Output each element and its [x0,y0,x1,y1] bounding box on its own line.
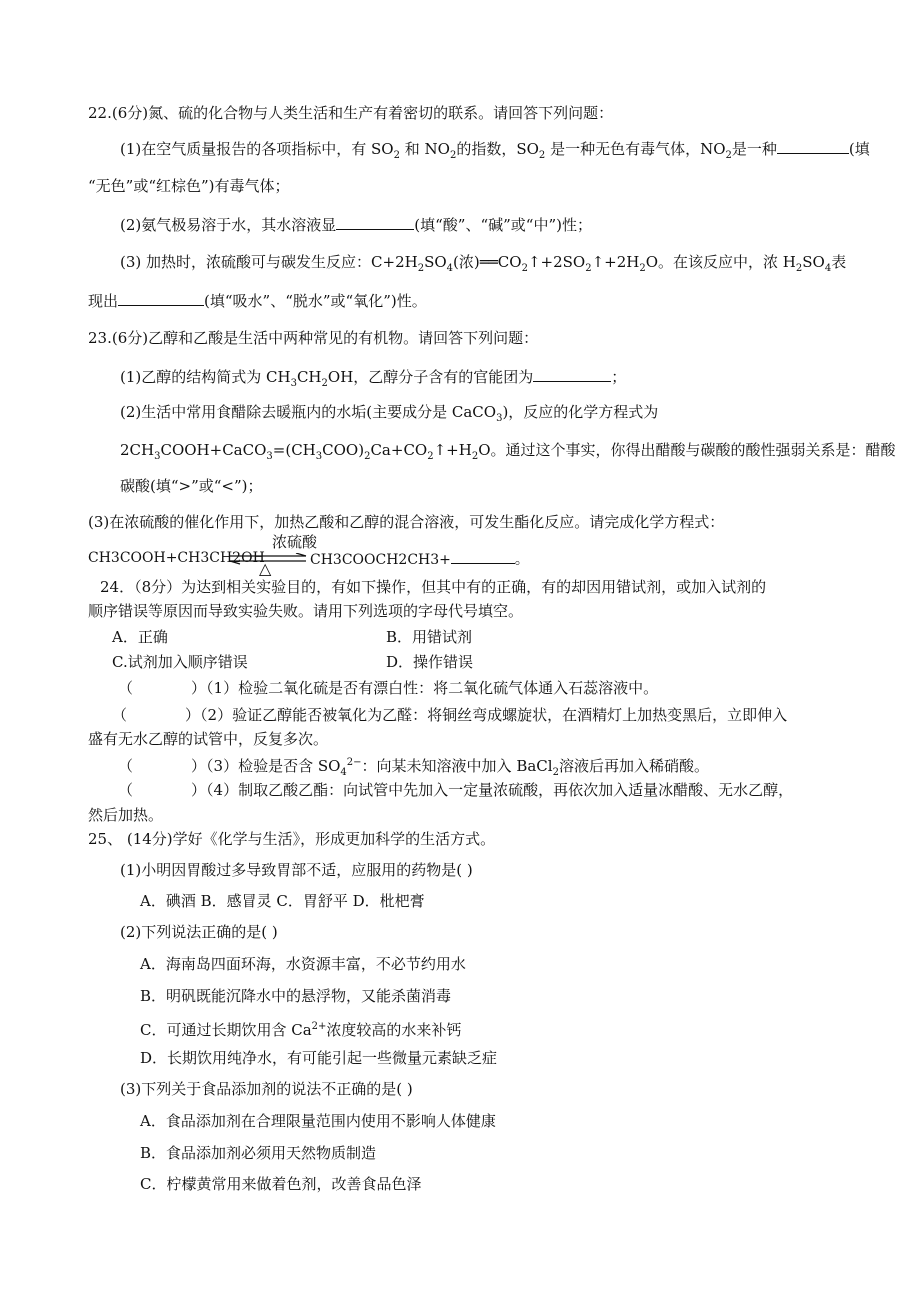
sub: 2 [393,150,400,161]
q25-part2-option-b: B．明矾既能沉降水中的悬浮物，又能杀菌消毒 [140,987,452,1005]
text: (填“吸水”、“脱水”或“氧化”)性。 [204,292,427,310]
paren: ） [191,781,207,799]
q24-option-a: A．正确 [112,628,168,646]
q24-option-d: D．操作错误 [386,653,474,671]
q25-part3-option-a: A．食品添加剂在合理限量范围内使用不影响人体健康 [140,1112,496,1130]
q24-header: 24．（8分）为达到相关实验目的，有如下操作，但其中有的正确，有的却因用错试剂，或加入试剂的 [100,578,767,596]
q25-part1: (1)小明因胃酸过多导致胃部不适，应服用的药物是( ) [120,861,473,879]
q23-equation-catalyst: 浓硫酸 [272,533,318,551]
paren: ） [185,706,201,724]
paren: ） [191,679,207,697]
q23-header: 23.(6分)乙醇和乙酸是生活中两种常见的有机物。请回答下列问题： [88,329,539,347]
sub: 2 [521,263,528,274]
text: C．可通过长期饮用含 Ca [140,1021,312,1039]
text: O。通过这个事实，你得出醋酸与碳酸的酸性强弱关系是：醋酸 [478,441,896,459]
q24-item2-cont: 盛有无水乙醇的试管中，反复多次。 [88,730,329,748]
text: O。在该反应中，浓 H [645,253,796,271]
q24-item3 [118,753,709,783]
q24-item2 [112,705,787,725]
sub: 4 [340,767,347,778]
q25-part2-option-a: A．海南岛四面环海，水资源丰富，不必节约用水 [140,955,466,973]
text: （4）制取乙酸乙酯：向试管中先加入一定量浓硫酸，再依次加入适量冰醋酸、无水乙醇， [206,781,794,799]
sub: 2 [364,451,371,462]
q22-part3 [120,252,846,279]
q23-part1 [120,366,626,394]
q24-option-b: B．用错试剂 [386,628,473,646]
q23-part2-cont: 碳酸(填“>”或“<”)； [120,477,263,495]
text: (2)氨气极易溶于水，其水溶液显 [120,216,337,234]
text: (1)在空气质量报告的各项指标中，有 SO [120,140,394,158]
answer-blank[interactable] [451,548,515,564]
answer-blank[interactable] [118,290,204,306]
q25-part2-option-c [140,1017,461,1040]
answer-blank[interactable] [336,214,414,230]
sub: 2 [321,378,328,389]
q24-header-cont: 顺序错误等原因而导致实验失败。请用下列选项的字母代号填空。 [88,602,524,620]
text: 表 [831,253,847,271]
text: （3）检验是否含 SO [206,757,341,775]
text: ：向某未知溶液中加入 BaCl [361,757,553,775]
sub: 2 [585,263,592,274]
paren: ） [191,757,207,775]
sub: 2 [725,150,732,161]
sub: 3 [315,451,323,462]
text: 是一种 [731,140,777,158]
q25-header: 25、 (14分)学好《化学与生活》，形成更加科学的生活方式。 [88,830,496,848]
sub: 3 [290,378,297,389]
text: （1）检验二氧化硫是否有漂白性：将二氧化硫气体通入石蕊溶液中。 [206,679,659,697]
text: 是一种无色有毒气体，NO [550,140,726,158]
q24-option-c: C.试剂加入顺序错误 [112,653,248,671]
q24-item4 [118,780,793,800]
text: OH，乙醇分子含有的官能团为 [327,368,534,386]
text: (3) 加热时，浓硫酸可与碳发生反应：C+2H [120,253,418,271]
text: COO) [322,441,365,459]
text: 2CH [120,441,155,459]
text: COOH+CaCO [160,441,267,459]
q23-equation-right [310,548,529,570]
text: ↑+2SO [527,253,586,271]
q23-part2 [120,402,658,429]
text: （2）验证乙醇能否被氧化为乙醛：将铜丝弯成螺旋状，在酒精灯上加热变黑后，立即伸入 [200,706,788,724]
heat-triangle-icon: △ [259,559,272,578]
answer-blank[interactable] [777,138,849,154]
sub: 3 [266,451,273,462]
q25-part2: (2)下列说法正确的是( ) [120,923,278,941]
text: (2)生活中常用食醋除去暖瓶内的水垢(主要成分是 CaCO [120,403,497,421]
q25-part1-options: A．碘酒 B．感冒灵 C．胃舒平 D．枇杷膏 [140,892,425,910]
q24-item1 [118,678,658,698]
q22-part1 [120,138,870,166]
text: )，反应的化学方程式为 [502,403,659,421]
text: (1)乙醇的结构简式为 CH [120,368,291,386]
text: CH3COOCH2CH3+ [310,552,451,568]
paren: （ [118,781,134,799]
paren: （ [112,706,128,724]
q23-equation-left: CH3COOH+CH3CH2OH [88,550,265,566]
text: 现出 [88,292,119,310]
q22-part1-cont: “无色”或“红棕色”)有毒气体； [88,177,290,195]
paren: （ [118,679,134,697]
text: ↑+2H [591,253,640,271]
sub: 2 [471,451,479,462]
sub: 2 [795,263,803,274]
text: 溶液后再加入稀硝酸。 [558,757,709,775]
text: ； [611,368,627,386]
text: SO [802,253,825,271]
text: SO [424,253,447,271]
sub: 4 [824,263,832,274]
sub: 2 [449,150,457,161]
q23-part3: (3)在浓硫酸的催化作用下，加热乙酸和乙醇的混合溶液，可发生酯化反应。请完成化学方程式： [88,513,725,531]
sup: 2+ [311,1021,327,1032]
text: 的指数，SO [456,140,539,158]
text: 浓度较高的水来补钙 [326,1021,462,1039]
sub: 3 [496,413,503,424]
text: (填“酸”、“碱”或“中”)性； [414,216,592,234]
text: 和 NO [404,140,450,158]
q25-part3: (3)下列关于食品添加剂的说法不正确的是( ) [120,1080,413,1098]
q25-part3-option-b: B．食品添加剂必须用天然物质制造 [140,1144,377,1162]
answer-blank[interactable] [533,366,611,382]
sub: 2 [552,767,559,778]
q25-part2-option-d: D．长期饮用纯净水，有可能引起一些微量元素缺乏症 [140,1049,498,1067]
q22-part2 [120,214,592,235]
sub: 3 [154,451,161,462]
sub: 4 [446,263,454,274]
text: (浓)══CO [453,253,522,271]
q22-part3-cont [88,290,427,311]
paren: （ [118,757,134,775]
text: 。 [514,552,529,568]
text: CH [296,368,322,386]
text: Ca+CO [370,441,428,459]
text: (填 [848,140,870,158]
sup: 2− [346,757,362,768]
sub: 2 [417,263,425,274]
sub: 2 [639,263,646,274]
q23-part2-equation [120,440,896,467]
q22-header: 22.(6分)氮、硫的化合物与人类生活和生产有着密切的联系。请回答下列问题： [88,104,614,122]
text: ↑+H [433,441,472,459]
sub: 2 [427,451,434,462]
sub: 2 [538,150,546,161]
q24-item4-cont: 然后加热。 [88,806,164,824]
text: =(CH [272,441,316,459]
q25-part3-option-c: C．柠檬黄常用来做着色剂，改善食品色泽 [140,1175,422,1193]
